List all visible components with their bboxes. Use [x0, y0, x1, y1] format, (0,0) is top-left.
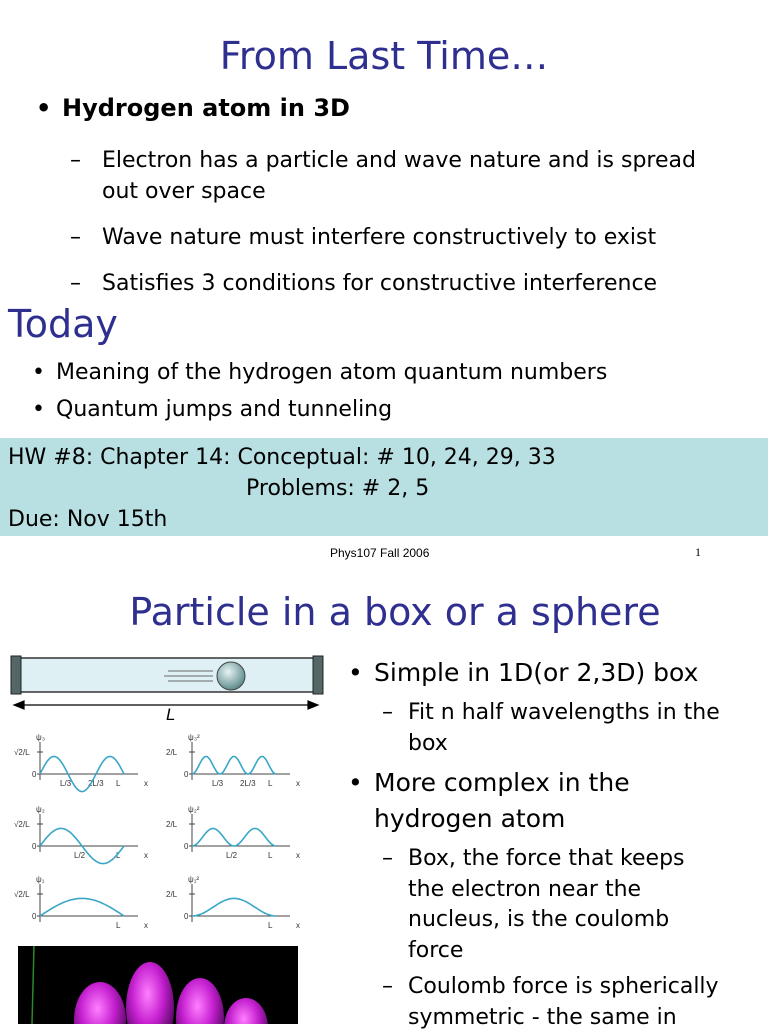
x-tick-label: x: [296, 921, 300, 930]
psi-label: ψ₂: [36, 805, 45, 814]
amplitude-label: 2/L: [166, 748, 178, 757]
x-tick-label: L: [116, 921, 121, 930]
homework-line-1: HW #8: Chapter 14: Conceptual: # 10, 24, 29, 33: [8, 445, 556, 470]
amplitude-label: √2/L: [14, 820, 30, 829]
amplitude-label: √2/L: [14, 748, 30, 757]
homework-box: [0, 438, 768, 536]
length-label: L: [166, 705, 176, 724]
bullet-dot: •: [348, 768, 363, 797]
amplitude-label: 2/L: [166, 820, 178, 829]
x-tick-label: L/2: [74, 851, 86, 860]
dash-marker: –: [382, 846, 393, 871]
amplitude-label: √2/L: [14, 890, 30, 899]
homework-line-3: Due: Nov 15th: [8, 507, 168, 532]
x-tick-label: 0: [32, 912, 37, 921]
sub-bullet: [382, 844, 718, 966]
orbital-3d-render: [18, 946, 298, 1024]
x-tick-label: L: [268, 851, 273, 860]
homework-line-2: Problems: # 2, 5: [246, 476, 430, 501]
slide-title: Particle in a box or a sphere: [129, 590, 661, 634]
bullet-dot: •: [32, 397, 45, 422]
today-heading: Today: [8, 302, 118, 346]
probability-curve: [192, 756, 276, 774]
bullet-text: Simple in 1D(or 2,3D) box: [374, 658, 699, 687]
x-tick-label: x: [296, 779, 300, 788]
footer-page-number: 1: [695, 545, 701, 559]
bullet-text: More complex in the hydrogen atom: [374, 768, 630, 833]
today-bullet: [32, 360, 607, 385]
x-tick-label: L/3: [212, 779, 224, 788]
x-tick-label: L: [116, 779, 121, 788]
slide-title: From Last Time…: [219, 34, 549, 78]
x-tick-label: x: [144, 851, 148, 860]
box-wall-right: [313, 656, 323, 694]
x-tick-label: 2L/3: [240, 779, 256, 788]
dash-marker: –: [382, 700, 393, 725]
x-tick-label: x: [144, 779, 148, 788]
x-tick-label: 0: [184, 770, 189, 779]
box-wall-left: [11, 656, 21, 694]
psi-squared-label: ψ₂²: [188, 805, 200, 814]
particle-ball: [217, 662, 245, 690]
sub-bullet: [70, 222, 656, 253]
today-bullet-text: Meaning of the hydrogen atom quantum numbers: [56, 360, 608, 385]
sub-bullet: [70, 268, 657, 299]
main-bullet: [36, 94, 350, 122]
sub-bullet-text: Coulomb force is spherically symmetric - the same in: [408, 974, 719, 1030]
dash-marker: –: [70, 148, 81, 173]
x-tick-label: 0: [184, 912, 189, 921]
bullet-dot: •: [348, 658, 363, 687]
wave-curve: [40, 898, 124, 916]
sub-bullet: [382, 697, 722, 759]
wavefunction-plots: [6, 728, 306, 938]
dash-marker: –: [70, 225, 81, 250]
box-tube: [14, 658, 318, 692]
x-tick-label: L/3: [60, 779, 72, 788]
x-tick-label: 0: [32, 842, 37, 851]
bullet-dot: •: [36, 94, 52, 122]
bullet: [348, 765, 708, 837]
x-tick-label: L/2: [226, 851, 238, 860]
probability-curve: [192, 898, 276, 916]
sub-bullet-text: Wave nature must interfere constructively to exist: [102, 225, 657, 250]
sub-bullet-text: Satisfies 3 conditions for constructive interference: [102, 271, 658, 296]
amplitude-label: 2/L: [166, 890, 178, 899]
sub-bullet-text: Electron has a particle and wave nature and is spread out over space: [102, 148, 696, 204]
box-illustration: [8, 652, 328, 724]
sub-bullet-text: Fit n half wavelengths in the box: [408, 700, 720, 756]
x-tick-label: x: [144, 921, 148, 930]
sub-bullet: [70, 145, 720, 207]
footer-course: Phys107 Fall 2006: [330, 546, 430, 560]
x-tick-label: L: [116, 851, 121, 860]
today-bullet-text: Quantum jumps and tunneling: [56, 397, 393, 422]
main-bullet-text: Hydrogen atom in 3D: [62, 94, 350, 122]
today-bullet: [32, 397, 392, 422]
x-tick-label: 2L/3: [88, 779, 104, 788]
x-tick-label: L: [268, 779, 273, 788]
x-tick-label: 0: [184, 842, 189, 851]
psi-squared-label: ψ₃²: [188, 733, 200, 742]
dash-marker: –: [382, 974, 393, 999]
bullet: [348, 656, 748, 690]
x-tick-label: 0: [32, 770, 37, 779]
probability-curve: [192, 828, 276, 846]
x-tick-label: x: [296, 851, 300, 860]
dash-marker: –: [70, 271, 81, 296]
sub-bullet-text: Box, the force that keeps the electron near the nucleus, is the coulomb force: [408, 846, 685, 963]
bullet-dot: •: [32, 360, 45, 385]
psi-squared-label: ψ₁²: [188, 875, 200, 884]
psi-label: ψ₁: [36, 875, 45, 884]
x-tick-label: L: [268, 921, 273, 930]
psi-label: ψ₃: [36, 733, 45, 742]
